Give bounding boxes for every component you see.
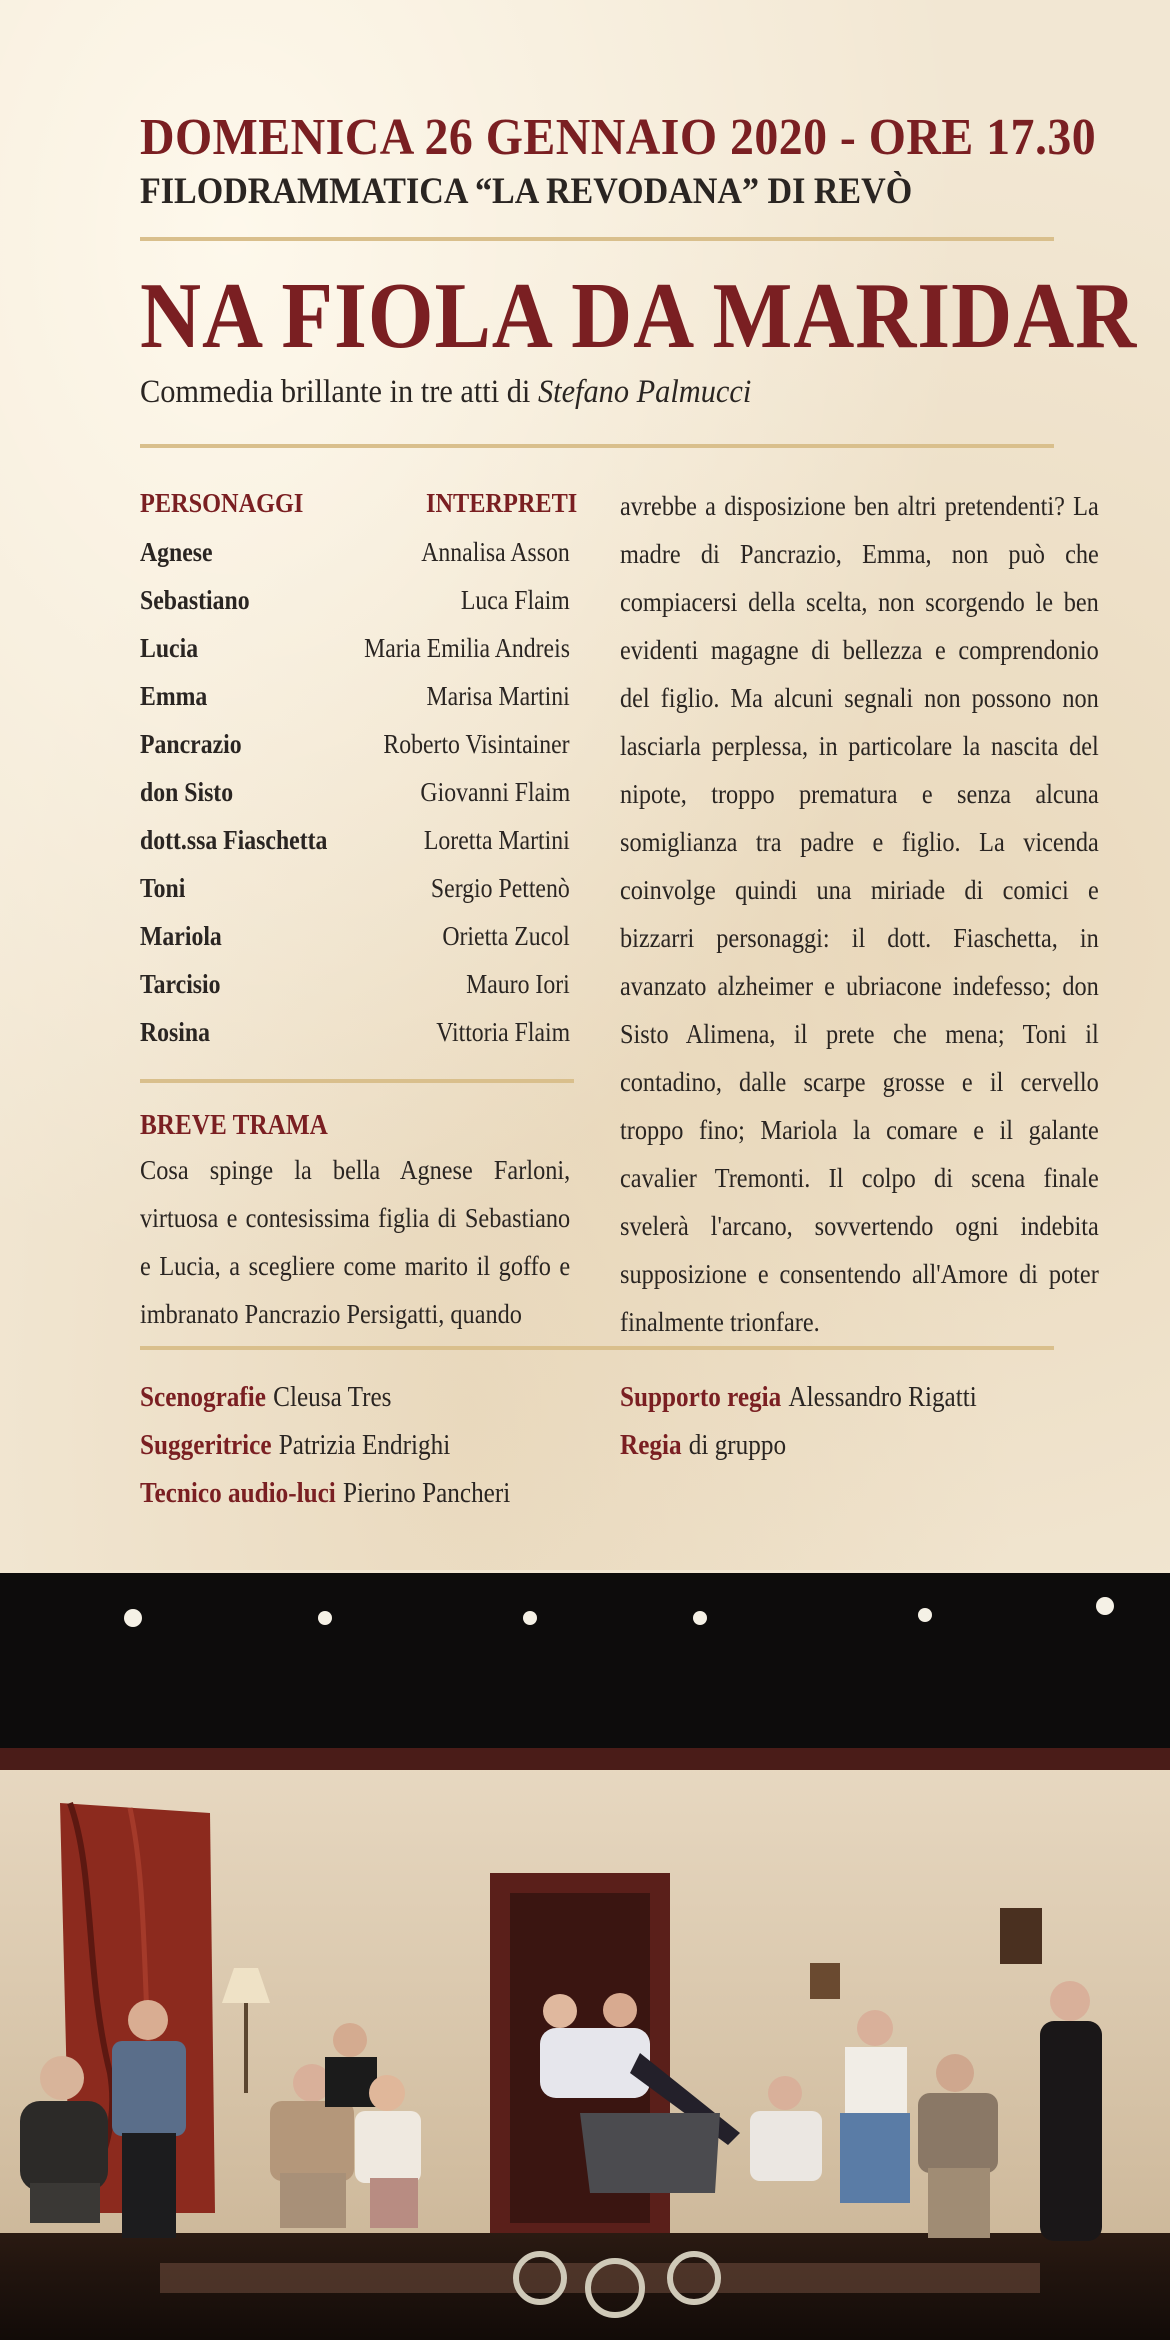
cast-list (140, 528, 570, 1056)
plot-text-left: Cosa spinge la bella Agnese Farloni, virtuosa e contesissima figlia di Sebastiano e Lucia, a scegliere come marito il goffo e imbranato Pancrazio Persigatti, quando (140, 1155, 571, 1329)
cast-role: Emma (140, 680, 208, 711)
stage-scene-illustration (0, 1573, 1170, 2340)
credit-label: Supporto regia (620, 1382, 782, 1413)
author-name: Stefano Palmucci (537, 374, 752, 410)
credit-name: Pierino Pancheri (342, 1478, 511, 1509)
credits-right (620, 1374, 977, 1470)
credit-name: Cleusa Tres (273, 1382, 392, 1413)
cast-role: Agnese (140, 536, 213, 567)
cast-actor: Vittoria Flaim (436, 1016, 570, 1047)
play-title: NA FIOLA DA MARIDAR (140, 264, 1138, 368)
cast-row (140, 768, 570, 816)
cast-row (140, 960, 570, 1008)
cast-actor: Maria Emilia Andreis (364, 632, 570, 663)
cast-row (140, 528, 570, 576)
credit-label: Regia (620, 1430, 682, 1461)
cast-role: Lucia (140, 632, 199, 663)
plot-text-right: avrebbe a disposizione ben altri pretendenti? La madre di Pancrazio, Emma, non può che compiacersi della scelta, non scorgendo le ben evidenti magagne di bellezza e comprendonio del figlio. Ma alcuni segnali non possono non lasciarla perplessa, in particolare la nascita del nipote, troppo prematura e senza alcuna somiglianza tra padre e figlio. La vicenda coinvolge quindi una miriade di comici e bizzarri personaggi: il dott. Fiaschetta, in avanzato alzheimer e ubriacone indefesso; don Sisto Alimena, il prete che mena; Toni il contadino, dalle scarpe grosse e il cervello troppo fino; Mariola la comare e il galante cavalier Tremonti. Il colpo di scena finale svelerà l'arcano, sovvertendo ogni indebita supposizione e consentendo all'Amore di poter finalmente trionfare. (620, 491, 1099, 1337)
plot-heading: BREVE TRAMA (140, 1110, 328, 1141)
divider-middle (140, 444, 1054, 448)
cast-row (140, 720, 570, 768)
credit-name: di gruppo (688, 1430, 787, 1461)
cast-actor: Luca Flaim (461, 584, 570, 615)
cast-row (140, 624, 570, 672)
cast-role: dott.ssa Fiaschetta (140, 824, 328, 855)
cast-role: Tarcisio (140, 968, 221, 999)
cast-actor: Annalisa Asson (421, 536, 570, 567)
cast-actor: Sergio Pettenò (431, 872, 570, 903)
cast-row (140, 672, 570, 720)
theatre-company: FILODRAMMATICA “LA REVODANA” DI REVÒ (140, 171, 913, 212)
cast-row (140, 864, 570, 912)
stage-ceiling (0, 1573, 1170, 1763)
cast-actor: Loretta Martini (424, 824, 570, 855)
cast-row (140, 576, 570, 624)
cast-row (140, 816, 570, 864)
cast-row (140, 912, 570, 960)
cast-role: Pancrazio (140, 728, 242, 759)
credit-label: Tecnico audio-luci (140, 1478, 336, 1509)
event-date-time: DOMENICA 26 GENNAIO 2020 - ORE 17.30 (140, 109, 1097, 166)
divider-bottom (140, 1346, 1054, 1350)
cast-actor: Giovanni Flaim (420, 776, 570, 807)
cast-role: Mariola (140, 920, 222, 951)
credit-line (140, 1470, 510, 1518)
cast-row (140, 1008, 570, 1056)
credit-line (620, 1374, 977, 1422)
cast-actor: Marisa Martini (426, 680, 570, 711)
credit-line (620, 1422, 977, 1470)
cast-role: Sebastiano (140, 584, 250, 615)
credit-line (140, 1422, 510, 1470)
stage-photo (0, 1573, 1170, 2340)
cast-role: Rosina (140, 1016, 210, 1047)
cast-actor: Mauro Iori (466, 968, 570, 999)
cast-actor: Orietta Zucol (442, 920, 570, 951)
credits-left (140, 1374, 510, 1518)
cast-role: Toni (140, 872, 186, 903)
divider-top (140, 237, 1054, 241)
roles-heading: PERSONAGGI (140, 488, 304, 518)
cast-role: don Sisto (140, 776, 234, 807)
cast-actor: Roberto Visintainer (383, 728, 570, 759)
play-subtitle (140, 374, 751, 411)
subtitle-prefix: Commedia brillante in tre atti di (140, 374, 531, 410)
divider-cast (140, 1079, 574, 1083)
credit-name: Patrizia Endrighi (278, 1430, 451, 1461)
credit-label: Scenografie (140, 1382, 266, 1413)
credit-line (140, 1374, 510, 1422)
credit-name: Alessandro Rigatti (788, 1382, 977, 1413)
actors-heading: INTERPRETI (426, 488, 578, 518)
credit-label: Suggeritrice (140, 1430, 272, 1461)
